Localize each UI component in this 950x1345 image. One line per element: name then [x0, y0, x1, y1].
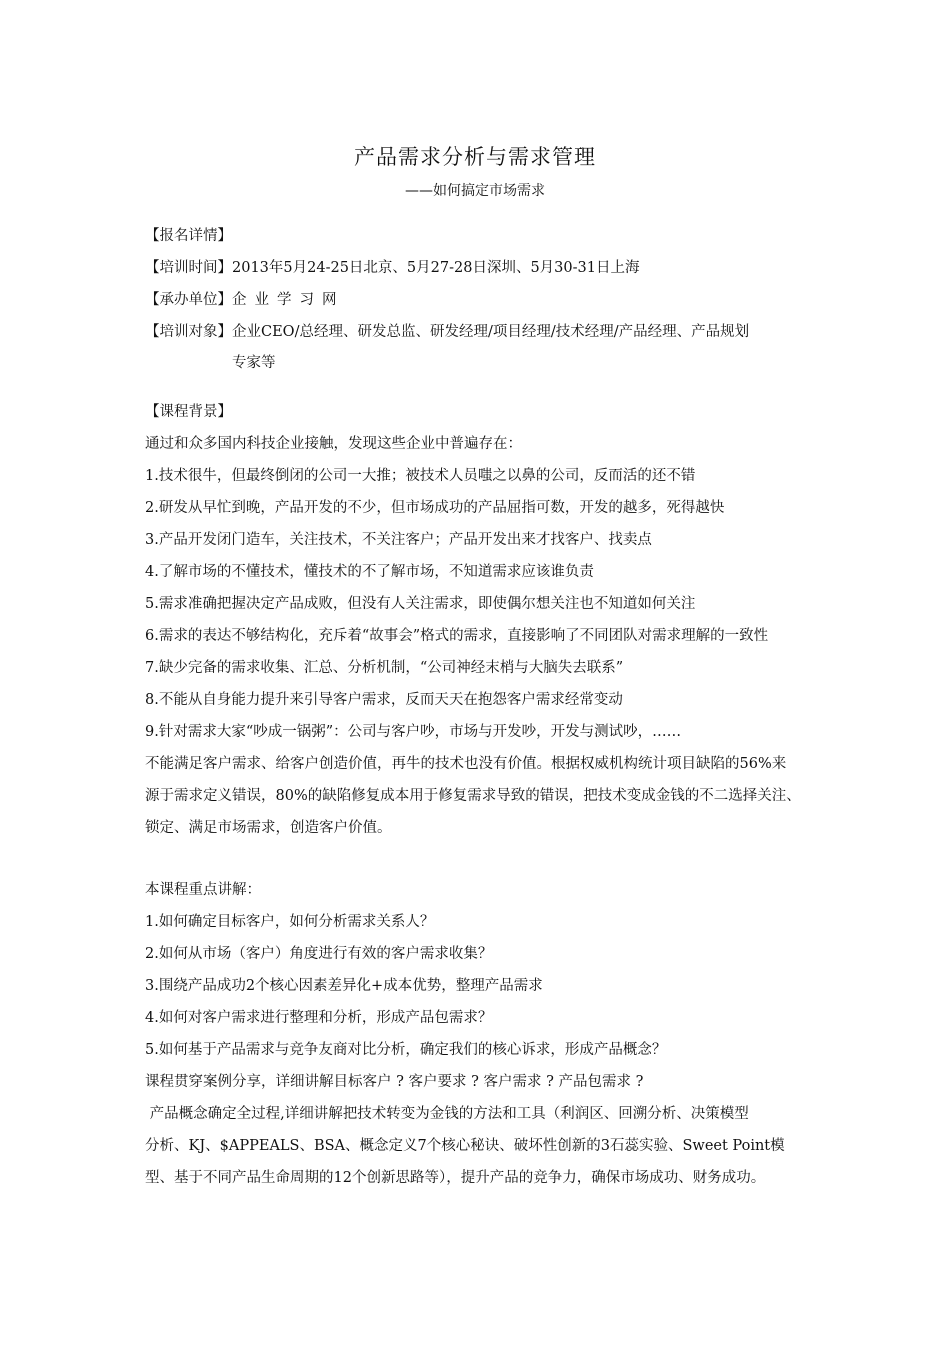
background-paragraph-line: 源于需求定义错误，80%的缺陷修复成本用于修复需求导致的错误，把技术变成金钱的不二选择关注、 — [145, 788, 801, 804]
background-item: 8.不能从自身能力提升来引导客户需求，反而天天在抱怨客户需求经常变动 — [145, 692, 623, 708]
background-paragraph-line: 锁定、满足市场需求，创造客户价值。 — [145, 820, 392, 836]
training-time-row — [145, 258, 639, 278]
focus-item: 3.围绕产品成功2个核心因素差异化+成本优势，整理产品需求 — [145, 978, 543, 994]
background-item: 2.研发从早忙到晚，产品开发的不少，但市场成功的产品屈指可数，开发的越多，死得越快 — [145, 500, 725, 516]
focus-item: 2.如何从市场（客户）角度进行有效的客户需求收集？ — [145, 946, 493, 962]
page-subtitle: ——如何搞定市场需求 — [405, 183, 545, 199]
background-item: 5.需求准确把握决定产品成败，但没有人关注需求，即使偶尔想关注也不知道如何关注 — [145, 596, 696, 612]
signup-header: 【报名详情】 — [145, 228, 232, 244]
closing-paragraph-line: 产品概念确定全过程,详细讲解把技术转变为金钱的方法和工具（利润区、回溯分析、决策模型 — [145, 1106, 749, 1122]
organizer-label: 【承办单位】 — [145, 292, 232, 308]
background-item: 6.需求的表达不够结构化，充斥着“故事会”格式的需求，直接影响了不同团队对需求理解的一致性 — [145, 628, 769, 644]
focus-item: 5.如何基于产品需求与竞争友商对比分析，确定我们的核心诉求，形成产品概念？ — [145, 1042, 667, 1058]
training-time-label: 【培训时间】 — [145, 260, 232, 276]
background-paragraph-line: 不能满足客户需求、给客户创造价值，再牛的技术也没有价值。根据权威机构统计项目缺陷的56%来 — [145, 756, 787, 772]
audience-value: 企业CEO/总经理、研发总监、研发经理/项目经理/技术经理/产品经理、产品规划 — [232, 324, 750, 340]
background-header: 【课程背景】 — [145, 404, 232, 420]
audience-value-continued: 专家等 — [232, 355, 276, 371]
background-item: 1.技术很牛，但最终倒闭的公司一大推；被技术人员嗤之以鼻的公司，反而活的还不错 — [145, 468, 696, 484]
audience-row — [145, 322, 749, 342]
background-intro: 通过和众多国内科技企业接触，发现这些企业中普遍存在： — [145, 436, 522, 452]
closing-paragraph-line: 分析、KJ、$APPEALS、BSA、概念定义7个核心秘诀、破坏性创新的3石蕊实验、Sweet Point模 — [145, 1138, 785, 1154]
organizer-value: 企业学习网 — [232, 292, 345, 308]
training-time-value: 2013年5月24-25日北京、5月27-28日深圳、5月30-31日上海 — [232, 260, 640, 276]
closing-paragraph-line: 型、基于不同产品生命周期的12个创新思路等），提升产品的竞争力，确保市场成功、财务成功。 — [145, 1170, 766, 1186]
background-item: 4.了解市场的不懂技术，懂技术的不了解市场，不知道需求应该谁负责 — [145, 564, 594, 580]
background-item: 7.缺少完备的需求收集、汇总、分析机制，“公司神经末梢与大脑失去联系” — [145, 660, 624, 676]
page-title: 产品需求分析与需求管理 — [354, 145, 596, 169]
background-item: 9.针对需求大家“吵成一锅粥”：公司与客户吵，市场与开发吵，开发与测试吵，…… — [145, 724, 682, 740]
focus-item: 1.如何确定目标客户，如何分析需求关系人？ — [145, 914, 435, 930]
closing-paragraph-line: 课程贯穿案例分享，详细讲解目标客户 ? 客户要求 ? 客户需求 ? 产品包需求 ? — [145, 1074, 644, 1090]
background-item: 3.产品开发闭门造车，关注技术，不关注客户；产品开发出来才找客户、找卖点 — [145, 532, 652, 548]
focus-header: 本课程重点讲解： — [145, 882, 261, 898]
focus-item: 4.如何对客户需求进行整理和分析，形成产品包需求？ — [145, 1010, 493, 1026]
organizer-row — [145, 290, 345, 310]
audience-label: 【培训对象】 — [145, 324, 232, 340]
